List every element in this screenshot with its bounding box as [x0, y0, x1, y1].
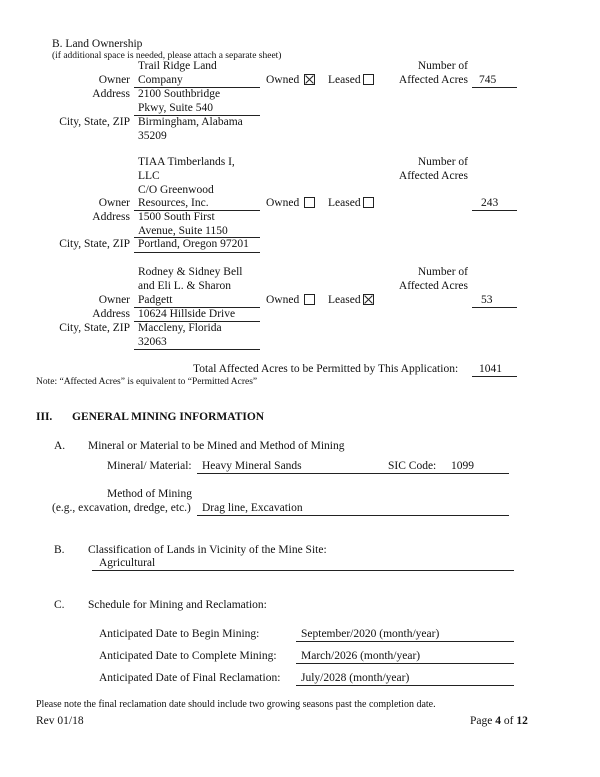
owner-name: Rodney & Sidney Bell and Eli L. & Sharon Padgett [138, 266, 243, 306]
leased-checkbox-group[interactable] [328, 74, 374, 88]
number-of-label: Number of [417, 60, 468, 72]
owned-checkbox-checked[interactable] [304, 74, 315, 85]
mineral-underline [197, 473, 509, 474]
owner-label: Owner [98, 74, 130, 86]
method-label: Method of Mining [107, 488, 192, 500]
section-iii-number: III. [36, 411, 53, 423]
begin-mining-label: Anticipated Date to Begin Mining: [99, 628, 260, 640]
owned-checkbox-group[interactable] [266, 74, 315, 88]
acres-value: 243 [481, 197, 499, 209]
leased-label: Leased [328, 294, 361, 306]
total-acres-label: Total Affected Acres to be Permitted by This Application: [193, 363, 459, 375]
leased-checkbox-group[interactable] [328, 197, 374, 211]
method-underline [197, 515, 509, 516]
revision: Rev 01/18 [36, 715, 84, 727]
method-hint: (e.g., excavation, dredge, etc.) [52, 502, 191, 514]
section-b-title: B. Land Ownership [52, 38, 143, 50]
total-acres-value: 1041 [479, 363, 502, 375]
complete-mining-underline [296, 663, 514, 664]
of-word: of [503, 715, 514, 727]
sic-code-label: SIC Code: [388, 460, 437, 472]
leased-checkbox-group[interactable] [328, 294, 374, 308]
item-b-letter: B. [54, 544, 65, 556]
owner-address: 2100 Southbridge Pkwy, Suite 540 [138, 88, 221, 114]
owner-city: Portland, Oregon 97201 [138, 238, 249, 250]
final-reclamation-label: Anticipated Date of Final Reclamation: [99, 672, 281, 684]
page-total: 12 [516, 715, 528, 727]
owned-checkbox[interactable] [304, 294, 315, 305]
complete-mining-value[interactable]: March/2026 (month/year) [301, 650, 421, 662]
affected-acres-note: Note: “Affected Acres” is equivalent to “Permitted Acres” [36, 377, 258, 387]
leased-checkbox-checked[interactable] [363, 294, 374, 305]
final-reclamation-underline [296, 685, 514, 686]
item-c-title: Schedule for Mining and Reclamation: [88, 599, 267, 611]
leased-label: Leased [328, 197, 361, 209]
land-classification-value[interactable]: Agricultural [99, 557, 156, 569]
sic-code-value[interactable]: 1099 [451, 460, 474, 472]
owned-label: Owned [266, 197, 300, 209]
address-label: Address [92, 88, 130, 100]
land-classification-underline [92, 570, 514, 571]
item-b-title: Classification of Lands in Vicinity of the Mine Site: [88, 544, 327, 556]
leased-checkbox[interactable] [363, 74, 374, 85]
owner-name: TIAA Timberlands I, LLC C/O Greenwood Resources, Inc. [138, 156, 235, 210]
section-b-note: (if additional space is needed, please attach a separate sheet) [52, 51, 282, 61]
city-state-zip-label: City, State, ZIP [59, 238, 130, 250]
acres-underline [472, 87, 517, 88]
affected-acres-label: Affected Acres [398, 170, 468, 182]
number-of-label: Number of [417, 156, 468, 168]
method-value[interactable]: Drag line, Excavation [202, 502, 303, 514]
owned-label: Owned [266, 74, 300, 86]
item-c-letter: C. [54, 599, 65, 611]
owned-checkbox-group[interactable] [266, 294, 315, 308]
begin-mining-value[interactable]: September/2020 (month/year) [301, 628, 440, 640]
page-current: 4 [495, 715, 501, 727]
affected-acres-label: Affected Acres [398, 74, 468, 86]
owner-city-underline [134, 349, 260, 350]
page-number [470, 715, 528, 729]
number-of-label: Number of [417, 266, 468, 278]
address-label: Address [92, 308, 130, 320]
mineral-value[interactable]: Heavy Mineral Sands [202, 460, 302, 472]
leased-checkbox[interactable] [363, 197, 374, 208]
reclamation-note: Please note the final reclamation date should include two growing seasons past the completion date. [36, 699, 436, 710]
section-iii-title: GENERAL MINING INFORMATION [72, 411, 265, 423]
address-label: Address [92, 211, 130, 223]
owned-checkbox[interactable] [304, 197, 315, 208]
city-state-zip-label: City, State, ZIP [59, 116, 130, 128]
owner-label: Owner [98, 294, 130, 306]
page-word: Page [470, 715, 493, 727]
city-state-zip-label: City, State, ZIP [59, 322, 130, 334]
owner-city: Maccleny, Florida 32063 [138, 322, 222, 348]
owned-checkbox-group[interactable] [266, 197, 315, 211]
mineral-label: Mineral/ Material: [107, 460, 192, 472]
leased-label: Leased [328, 74, 361, 86]
item-a-title: Mineral or Material to be Mined and Method of Mining [88, 440, 345, 452]
owner-city: Birmingham, Alabama 35209 [138, 116, 243, 142]
item-a-letter: A. [54, 440, 66, 452]
acres-underline [472, 210, 517, 211]
affected-acres-label: Affected Acres [398, 280, 468, 292]
owner-address: 10624 Hillside Drive [138, 308, 236, 320]
final-reclamation-value[interactable]: July/2028 (month/year) [301, 672, 410, 684]
owned-label: Owned [266, 294, 300, 306]
acres-value: 53 [481, 294, 493, 306]
owner-name: Trail Ridge Land Company [138, 60, 217, 86]
begin-mining-underline [296, 641, 514, 642]
total-acres-underline [472, 376, 517, 377]
owner-city-underline [134, 252, 260, 253]
owner-label: Owner [98, 197, 130, 209]
complete-mining-label: Anticipated Date to Complete Mining: [99, 650, 277, 662]
owner-address: 1500 South First Avenue, Suite 1150 [138, 211, 228, 237]
acres-value: 745 [479, 74, 497, 86]
acres-underline [472, 307, 517, 308]
